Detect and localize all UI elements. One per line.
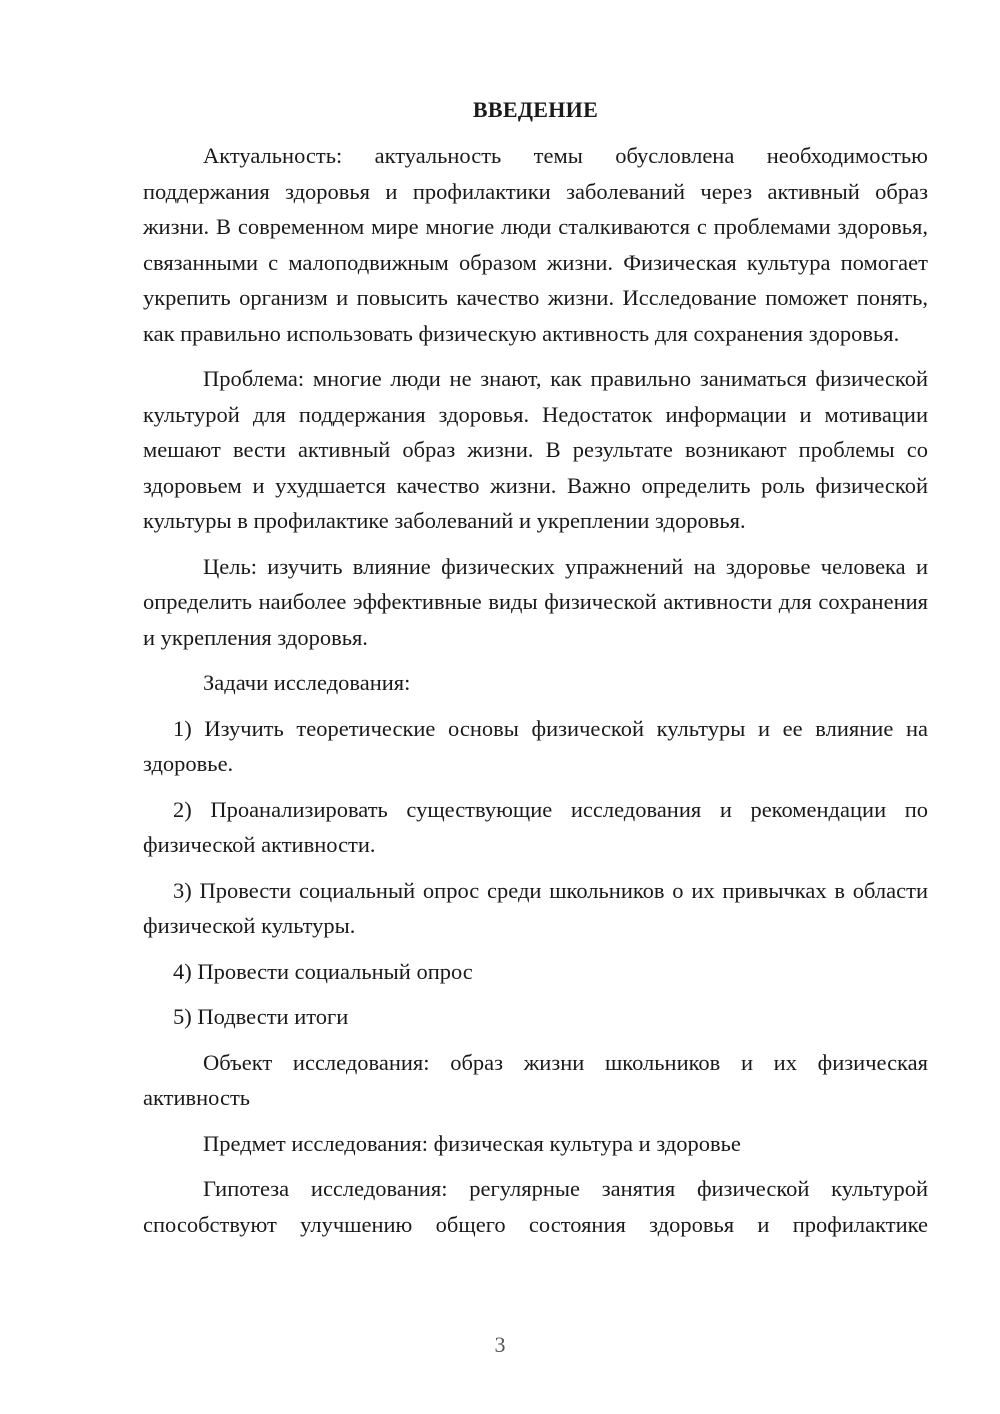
task-item: 5) Подвести итоги	[173, 1004, 349, 1029]
paragraph-problem: Проблема: многие люди не знают, как правильно заниматься физической культурой для поддержания здоровья. Недостаток информации и мотивации мешают вести активный образ жизни. В результате возникают проблемы со здоровьем и ухудшается качество жизни. Важно определить роль физической культуры в профилактике заболеваний и укреплении здоровья.	[143, 366, 928, 533]
paragraph-goal: Цель: изучить влияние физических упражнений на здоровье человека и определить наиболее эффективные виды физической активности для сохранения и укрепления здоровья.	[143, 553, 928, 650]
task-item: 2) Проанализировать существующие исследования и рекомендации по физической активности.	[143, 796, 928, 857]
paragraph-object: Объект исследования: образ жизни школьников и их физическая активность	[143, 1049, 928, 1110]
section-title: ВВЕДЕНИЕ	[472, 97, 599, 122]
document-page	[143, 94, 928, 1252]
page-number: 3	[494, 1332, 506, 1357]
paragraph-relevance: Актуальность: актуальность темы обусловлена необходимостью поддержания здоровья и профилактики заболеваний через активный образ жизни. В современном мире многие люди сталкиваются с проблемами здоровья, связанными с малоподвижным образом жизни. Физическая культура помогает укрепить организм и повысить качество жизни. Исследование поможет понять, как правильно использовать физическую активность для сохранения здоровья.	[143, 143, 928, 346]
task-item: 4) Провести социальный опрос	[173, 958, 473, 984]
task-item: 3) Провести социальный опрос среди школьников о их привычках в области физической культуры.	[143, 877, 928, 938]
task-item: 1) Изучить теоретические основы физической культуры и ее влияние на здоровье.	[143, 715, 928, 776]
paragraph-hypothesis: Гипотеза исследования: регулярные занятия физической культурой способствуют улучшению общего состояния здоровья и профилактике	[143, 1176, 928, 1237]
tasks-heading: Задачи исследования:	[203, 670, 411, 695]
paragraph-subject: Предмет исследования: физическая культура и здоровье	[203, 1130, 741, 1156]
